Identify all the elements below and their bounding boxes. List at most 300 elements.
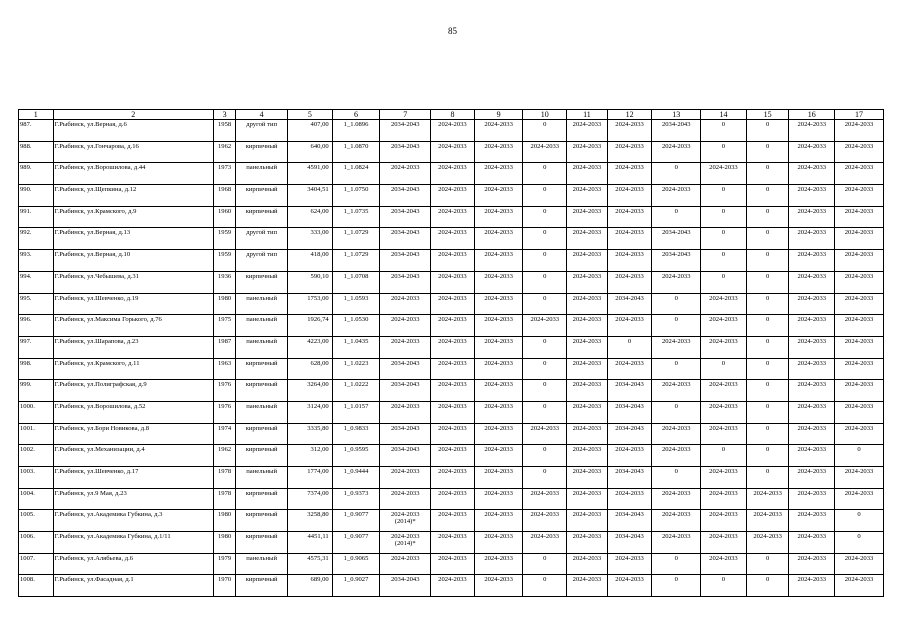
address-cell: Г.Рыбинск, ул.Максима Горького, д.76 <box>53 315 213 337</box>
column-header: 10 <box>523 110 567 120</box>
work-period-cell: 2024-2033 <box>607 163 652 185</box>
work-period-cell: 2024-2033 <box>474 271 523 293</box>
row-number-cell: 1007. <box>19 553 54 575</box>
work-period-cell: 2024-2033 <box>523 488 567 510</box>
area-cell: 4451,11 <box>288 532 333 554</box>
work-period-cell: 2034-2043 <box>607 401 652 423</box>
rating-index-cell: 1_1.0729 <box>332 228 380 250</box>
work-period-cell: 2024-2033 <box>789 467 835 489</box>
wall-material-cell: кирпичный <box>236 423 288 445</box>
rating-index-cell: 1_1.0593 <box>332 293 380 315</box>
work-period-cell: 2024-2033 <box>474 380 523 402</box>
work-period-cell: 2024-2033 <box>431 271 475 293</box>
year-built-cell: 1968 <box>213 185 235 207</box>
work-period-cell: 2024-2033 <box>567 553 608 575</box>
work-period-cell: 0 <box>652 293 701 315</box>
work-period-cell: 2024-2033 <box>523 510 567 532</box>
row-number-cell: 996. <box>19 315 54 337</box>
work-period-cell: 2024-2033 <box>652 185 701 207</box>
work-period-cell: 0 <box>652 401 701 423</box>
work-period-cell: 2024-2033 <box>474 445 523 467</box>
work-period-cell: 2024-2033 <box>607 358 652 380</box>
table-row <box>19 445 884 467</box>
row-number-cell: 1005. <box>19 510 54 532</box>
wall-material-cell: панельный <box>236 401 288 423</box>
work-period-cell: 2024-2033 <box>835 336 884 358</box>
work-period-cell: 2024-2033 <box>701 467 747 489</box>
work-period-cell: 2024-2033 <box>474 423 523 445</box>
work-period-cell: 2024-2033 <box>835 575 884 597</box>
year-built-cell: 1980 <box>213 510 235 532</box>
rating-index-cell: 1_0.9077 <box>332 532 380 554</box>
work-period-cell: 0 <box>607 336 652 358</box>
work-period-cell: 2024-2033 <box>835 163 884 185</box>
work-period-cell: 2024-2033 <box>474 141 523 163</box>
work-period-cell: 2024-2033 <box>523 423 567 445</box>
work-period-cell: 2024-2033 <box>835 250 884 272</box>
work-period-cell: 2024-2033 <box>474 228 523 250</box>
work-period-cell: 2024-2033 <box>567 163 608 185</box>
table-row <box>19 206 884 228</box>
work-period-cell: 0 <box>523 401 567 423</box>
wall-material-cell: панельный <box>236 467 288 489</box>
rating-index-cell: 1_1.0435 <box>332 336 380 358</box>
work-period-cell: 2024-2033 <box>652 532 701 554</box>
work-period-cell: 2034-2043 <box>607 380 652 402</box>
work-period-cell: 2024-2033 <box>567 532 608 554</box>
area-cell: 3264,00 <box>288 380 333 402</box>
row-number-cell: 1000. <box>19 401 54 423</box>
wall-material-cell: кирпичный <box>236 445 288 467</box>
work-period-cell: 2024-2033 <box>431 293 475 315</box>
work-period-cell: 2034-2043 <box>652 228 701 250</box>
work-period-cell: 2024-2033 <box>789 120 835 142</box>
work-period-cell: 2024-2033 <box>567 250 608 272</box>
work-period-cell: 2024-2033 <box>701 423 747 445</box>
work-period-cell: 2024-2033 <box>789 293 835 315</box>
work-period-cell: 2024-2033 <box>607 488 652 510</box>
work-period-cell: 0 <box>746 358 789 380</box>
column-header: 5 <box>288 110 333 120</box>
table-row <box>19 467 884 489</box>
work-period-cell: 2024-2033 <box>835 141 884 163</box>
row-number-cell: 1006. <box>19 532 54 554</box>
area-cell: 628,00 <box>288 358 333 380</box>
rating-index-cell: 1_1.0896 <box>332 120 380 142</box>
work-period-cell: 2024-2033 <box>431 120 475 142</box>
work-period-cell: 2024-2033 <box>567 358 608 380</box>
work-period-cell: 2024-2033 <box>431 315 475 337</box>
column-header: 14 <box>701 110 747 120</box>
work-period-cell: 2024-2033 <box>835 293 884 315</box>
row-number-cell: 989. <box>19 163 54 185</box>
table-row <box>19 575 884 597</box>
work-period-cell: 2024-2033 <box>701 532 747 554</box>
work-period-cell: 2034-2043 <box>652 250 701 272</box>
work-period-cell: 2024-2033 <box>567 488 608 510</box>
wall-material-cell: кирпичный <box>236 380 288 402</box>
row-number-cell: 997. <box>19 336 54 358</box>
year-built-cell: 1980 <box>213 293 235 315</box>
row-number-cell: 990. <box>19 185 54 207</box>
work-period-cell: 2034-2043 <box>380 423 431 445</box>
work-period-cell: 2024-2033 <box>835 206 884 228</box>
row-number-cell: 999. <box>19 380 54 402</box>
rating-index-cell: 1_1.0708 <box>332 271 380 293</box>
table-row <box>19 250 884 272</box>
work-period-cell: 2024-2033 <box>474 575 523 597</box>
rating-index-cell: 1_1.0870 <box>332 141 380 163</box>
year-built-cell: 1963 <box>213 358 235 380</box>
address-cell: Г.Рыбинск, ул.Крамского, д.9 <box>53 206 213 228</box>
work-period-cell: 2034-2043 <box>380 445 431 467</box>
column-number-row <box>19 110 884 120</box>
rating-index-cell: 1_0.9373 <box>332 488 380 510</box>
work-period-cell: 0 <box>746 293 789 315</box>
row-number-cell: 1002. <box>19 445 54 467</box>
work-period-cell: 2024-2033 <box>701 510 747 532</box>
area-cell: 7374,00 <box>288 488 333 510</box>
address-cell: Г.Рыбинск, ул.Щепкина, д.12 <box>53 185 213 207</box>
address-cell: Г.Рыбинск, ул.Шевченко, д.17 <box>53 467 213 489</box>
work-period-cell: 2024-2033 <box>607 271 652 293</box>
work-period-cell: 2024-2033 <box>567 120 608 142</box>
work-period-cell: 2024-2033 <box>835 380 884 402</box>
work-period-cell: 0 <box>523 380 567 402</box>
work-period-cell: 0 <box>523 553 567 575</box>
work-period-cell: 2024-2033 <box>567 467 608 489</box>
work-period-cell: 2024-2033 <box>474 358 523 380</box>
address-cell: Г.Рыбинск, ул.Гончарова, д.16 <box>53 141 213 163</box>
work-period-cell: 2024-2033 <box>567 293 608 315</box>
housing-register-table <box>18 109 884 597</box>
rating-index-cell: 1_1.0750 <box>332 185 380 207</box>
work-period-cell: 0 <box>746 250 789 272</box>
work-period-cell: 0 <box>746 141 789 163</box>
work-period-cell: 0 <box>701 141 747 163</box>
year-built-cell: 1974 <box>213 423 235 445</box>
work-period-cell: 0 <box>652 467 701 489</box>
work-period-cell: 2024-2033 <box>523 315 567 337</box>
work-period-cell: 2024-2033 <box>789 250 835 272</box>
work-period-cell: 2024-2033 <box>380 553 431 575</box>
work-period-cell: 0 <box>746 120 789 142</box>
work-period-cell: 0 <box>652 358 701 380</box>
address-cell: Г.Рыбинск, ул.Верная, д.13 <box>53 228 213 250</box>
address-cell: Г.Рыбинск, ул.Полиграфская, д.9 <box>53 380 213 402</box>
work-period-cell: 2024-2033 <box>789 185 835 207</box>
year-built-cell: 1976 <box>213 401 235 423</box>
work-period-cell: 0 <box>835 510 884 532</box>
work-period-cell: 2024-2033 <box>523 532 567 554</box>
work-period-cell: 2024-2033 <box>567 575 608 597</box>
year-built-cell: 1975 <box>213 315 235 337</box>
work-period-cell: 2024-2033 <box>835 185 884 207</box>
work-period-cell: 2024-2033 <box>701 401 747 423</box>
work-period-cell: 2024-2033 <box>652 488 701 510</box>
area-cell: 1774,00 <box>288 467 333 489</box>
row-number-cell: 987. <box>19 120 54 142</box>
area-cell: 1926,74 <box>288 315 333 337</box>
column-header: 2 <box>53 110 213 120</box>
area-cell: 407,00 <box>288 120 333 142</box>
work-period-cell: 2024-2033 <box>607 120 652 142</box>
work-period-cell: 2034-2043 <box>607 293 652 315</box>
work-period-cell: 2024-2033 <box>431 141 475 163</box>
work-period-cell: 0 <box>746 336 789 358</box>
year-built-cell: 1958 <box>213 120 235 142</box>
work-period-cell: 2024-2033 <box>474 315 523 337</box>
work-period-cell: 0 <box>523 228 567 250</box>
work-period-cell: 2024-2033 <box>380 467 431 489</box>
work-period-cell: 2024-2033 <box>474 206 523 228</box>
work-period-cell: 2024-2033 <box>431 467 475 489</box>
work-period-cell: 2024-2033 <box>523 141 567 163</box>
work-period-cell: 0 <box>701 575 747 597</box>
area-cell: 3258,80 <box>288 510 333 532</box>
work-period-cell: 0 <box>523 293 567 315</box>
area-cell: 3335,80 <box>288 423 333 445</box>
wall-material-cell: панельный <box>236 163 288 185</box>
work-period-cell: 2024-2033 (2014)* <box>380 532 431 554</box>
rating-index-cell: 1_1.0530 <box>332 315 380 337</box>
work-period-cell: 2024-2033 <box>789 488 835 510</box>
work-period-cell: 0 <box>746 575 789 597</box>
area-cell: 640,00 <box>288 141 333 163</box>
work-period-cell: 2024-2033 <box>607 185 652 207</box>
column-header: 6 <box>332 110 380 120</box>
area-cell: 1753,00 <box>288 293 333 315</box>
work-period-cell: 2024-2033 <box>652 380 701 402</box>
work-period-cell: 2024-2033 <box>567 315 608 337</box>
work-period-cell: 2024-2033 <box>652 445 701 467</box>
work-period-cell: 2024-2033 <box>652 271 701 293</box>
wall-material-cell: кирпичный <box>236 185 288 207</box>
wall-material-cell: кирпичный <box>236 271 288 293</box>
work-period-cell: 2024-2033 <box>701 380 747 402</box>
work-period-cell: 0 <box>523 467 567 489</box>
work-period-cell: 0 <box>523 185 567 207</box>
work-period-cell: 2024-2033 <box>474 185 523 207</box>
work-period-cell: 0 <box>701 250 747 272</box>
work-period-cell: 2024-2033 <box>474 510 523 532</box>
address-cell: Г.Рыбинск, ул.9 Мая, д.23 <box>53 488 213 510</box>
rating-index-cell: 1_0.9065 <box>332 553 380 575</box>
work-period-cell: 2024-2033 <box>474 250 523 272</box>
work-period-cell: 2024-2033 <box>746 510 789 532</box>
work-period-cell: 2024-2033 <box>789 228 835 250</box>
row-number-cell: 991. <box>19 206 54 228</box>
work-period-cell: 0 <box>523 271 567 293</box>
table-row <box>19 336 884 358</box>
work-period-cell: 2024-2033 <box>746 488 789 510</box>
work-period-cell: 2024-2033 <box>380 401 431 423</box>
work-period-cell: 0 <box>701 120 747 142</box>
work-period-cell: 2024-2033 <box>567 401 608 423</box>
work-period-cell: 2024-2033 <box>701 553 747 575</box>
table-row <box>19 423 884 445</box>
year-built-cell: 1976 <box>213 380 235 402</box>
work-period-cell: 0 <box>746 163 789 185</box>
column-header: 11 <box>567 110 608 120</box>
work-period-cell: 2024-2033 <box>835 271 884 293</box>
area-cell: 333,00 <box>288 228 333 250</box>
table-row <box>19 120 884 142</box>
work-period-cell: 0 <box>652 206 701 228</box>
year-built-cell: 1970 <box>213 575 235 597</box>
column-header: 8 <box>431 110 475 120</box>
rating-index-cell: 1_1.0157 <box>332 401 380 423</box>
work-period-cell: 2024-2033 <box>431 380 475 402</box>
address-cell: Г.Рыбинск, ул.Академика Губкина, д.1/11 <box>53 532 213 554</box>
work-period-cell: 2024-2033 <box>789 141 835 163</box>
work-period-cell: 2034-2043 <box>380 358 431 380</box>
work-period-cell: 2024-2033 <box>835 228 884 250</box>
address-cell: Г.Рыбинск, ул.Крамского, д.11 <box>53 358 213 380</box>
row-number-cell: 1008. <box>19 575 54 597</box>
work-period-cell: 2024-2033 <box>474 532 523 554</box>
work-period-cell: 2024-2033 <box>567 185 608 207</box>
work-period-cell: 2024-2033 <box>474 163 523 185</box>
work-period-cell: 2024-2033 <box>701 336 747 358</box>
work-period-cell: 2024-2033 <box>835 553 884 575</box>
year-built-cell: 1987 <box>213 336 235 358</box>
work-period-cell: 2034-2043 <box>607 423 652 445</box>
work-period-cell: 0 <box>746 553 789 575</box>
table-row <box>19 185 884 207</box>
work-period-cell: 2024-2033 <box>701 488 747 510</box>
work-period-cell: 2024-2033 <box>474 401 523 423</box>
table-row <box>19 228 884 250</box>
work-period-cell: 2024-2033 <box>607 445 652 467</box>
work-period-cell: 2024-2033 <box>835 120 884 142</box>
wall-material-cell: панельный <box>236 293 288 315</box>
work-period-cell: 0 <box>835 445 884 467</box>
work-period-cell: 2024-2033 <box>431 336 475 358</box>
work-period-cell: 2024-2033 <box>607 575 652 597</box>
work-period-cell: 2034-2043 <box>380 250 431 272</box>
work-period-cell: 2024-2033 <box>567 336 608 358</box>
wall-material-cell: кирпичный <box>236 488 288 510</box>
work-period-cell: 2034-2043 <box>380 228 431 250</box>
area-cell: 3124,00 <box>288 401 333 423</box>
work-period-cell: 0 <box>523 358 567 380</box>
table-row <box>19 163 884 185</box>
work-period-cell: 0 <box>746 445 789 467</box>
work-period-cell: 2024-2033 <box>789 336 835 358</box>
work-period-cell: 2024-2033 <box>789 510 835 532</box>
work-period-cell: 0 <box>652 575 701 597</box>
work-period-cell: 2024-2033 <box>431 553 475 575</box>
wall-material-cell: кирпичный <box>236 575 288 597</box>
column-header: 16 <box>789 110 835 120</box>
wall-material-cell: кирпичный <box>236 532 288 554</box>
address-cell: Г.Рыбинск, ул.Фасадная, д.1 <box>53 575 213 597</box>
work-period-cell: 2024-2033 <box>607 228 652 250</box>
work-period-cell: 0 <box>701 271 747 293</box>
table-row <box>19 488 884 510</box>
work-period-cell: 2024-2033 <box>380 163 431 185</box>
area-cell: 4575,31 <box>288 553 333 575</box>
work-period-cell: 2024-2033 <box>431 423 475 445</box>
table-row <box>19 271 884 293</box>
work-period-cell: 2024-2033 <box>431 358 475 380</box>
work-period-cell: 2034-2043 <box>380 206 431 228</box>
work-period-cell: 0 <box>746 271 789 293</box>
table-body <box>19 120 884 597</box>
wall-material-cell: панельный <box>236 336 288 358</box>
area-cell: 689,00 <box>288 575 333 597</box>
work-period-cell: 0 <box>523 575 567 597</box>
wall-material-cell: панельный <box>236 553 288 575</box>
work-period-cell: 0 <box>746 315 789 337</box>
work-period-cell: 2024-2033 <box>701 163 747 185</box>
wall-material-cell: панельный <box>236 315 288 337</box>
row-number-cell: 1003. <box>19 467 54 489</box>
work-period-cell: 2024-2033 <box>431 228 475 250</box>
wall-material-cell: кирпичный <box>236 141 288 163</box>
work-period-cell: 0 <box>523 163 567 185</box>
work-period-cell: 0 <box>746 380 789 402</box>
rating-index-cell: 1_0.9444 <box>332 467 380 489</box>
row-number-cell: 1001. <box>19 423 54 445</box>
work-period-cell: 2034-2043 <box>607 510 652 532</box>
work-period-cell: 2034-2043 <box>652 120 701 142</box>
work-period-cell: 2024-2033 <box>652 336 701 358</box>
work-period-cell: 2024-2033 <box>567 510 608 532</box>
row-number-cell: 988. <box>19 141 54 163</box>
work-period-cell: 2024-2033 <box>567 445 608 467</box>
work-period-cell: 2024-2033 <box>607 141 652 163</box>
table-row <box>19 141 884 163</box>
wall-material-cell: кирпичный <box>236 358 288 380</box>
work-period-cell: 2024-2033 <box>835 358 884 380</box>
rating-index-cell: 1_0.9077 <box>332 510 380 532</box>
row-number-cell: 1004. <box>19 488 54 510</box>
work-period-cell: 0 <box>701 206 747 228</box>
area-cell: 4223,00 <box>288 336 333 358</box>
work-period-cell: 2024-2033 <box>431 575 475 597</box>
work-period-cell: 2024-2033 <box>652 510 701 532</box>
work-period-cell: 0 <box>746 401 789 423</box>
work-period-cell: 2024-2033 <box>431 163 475 185</box>
year-built-cell: 1936 <box>213 271 235 293</box>
table-row <box>19 532 884 554</box>
work-period-cell: 2024-2033 <box>835 401 884 423</box>
work-period-cell: 2024-2033 <box>607 315 652 337</box>
area-cell: 418,00 <box>288 250 333 272</box>
work-period-cell: 2024-2033 <box>652 141 701 163</box>
work-period-cell: 2024-2033 <box>789 445 835 467</box>
year-built-cell: 1979 <box>213 553 235 575</box>
work-period-cell: 0 <box>746 206 789 228</box>
work-period-cell: 0 <box>701 185 747 207</box>
wall-material-cell: другой тип <box>236 250 288 272</box>
work-period-cell: 2024-2033 <box>789 423 835 445</box>
page-number: 85 <box>448 26 457 36</box>
row-number-cell: 998. <box>19 358 54 380</box>
work-period-cell: 0 <box>746 423 789 445</box>
work-period-cell: 2024-2033 <box>789 358 835 380</box>
work-period-cell: 2024-2033 <box>567 271 608 293</box>
address-cell: Г.Рыбинск, ул.Академика Губкина, д.3 <box>53 510 213 532</box>
address-cell: Г.Рыбинск, ул.Шевченко, д.19 <box>53 293 213 315</box>
row-number-cell: 992. <box>19 228 54 250</box>
address-cell: Г.Рыбинск, ул.Алябьева, д.6 <box>53 553 213 575</box>
work-period-cell: 2024-2033 <box>835 488 884 510</box>
table-row <box>19 401 884 423</box>
work-period-cell: 0 <box>523 250 567 272</box>
